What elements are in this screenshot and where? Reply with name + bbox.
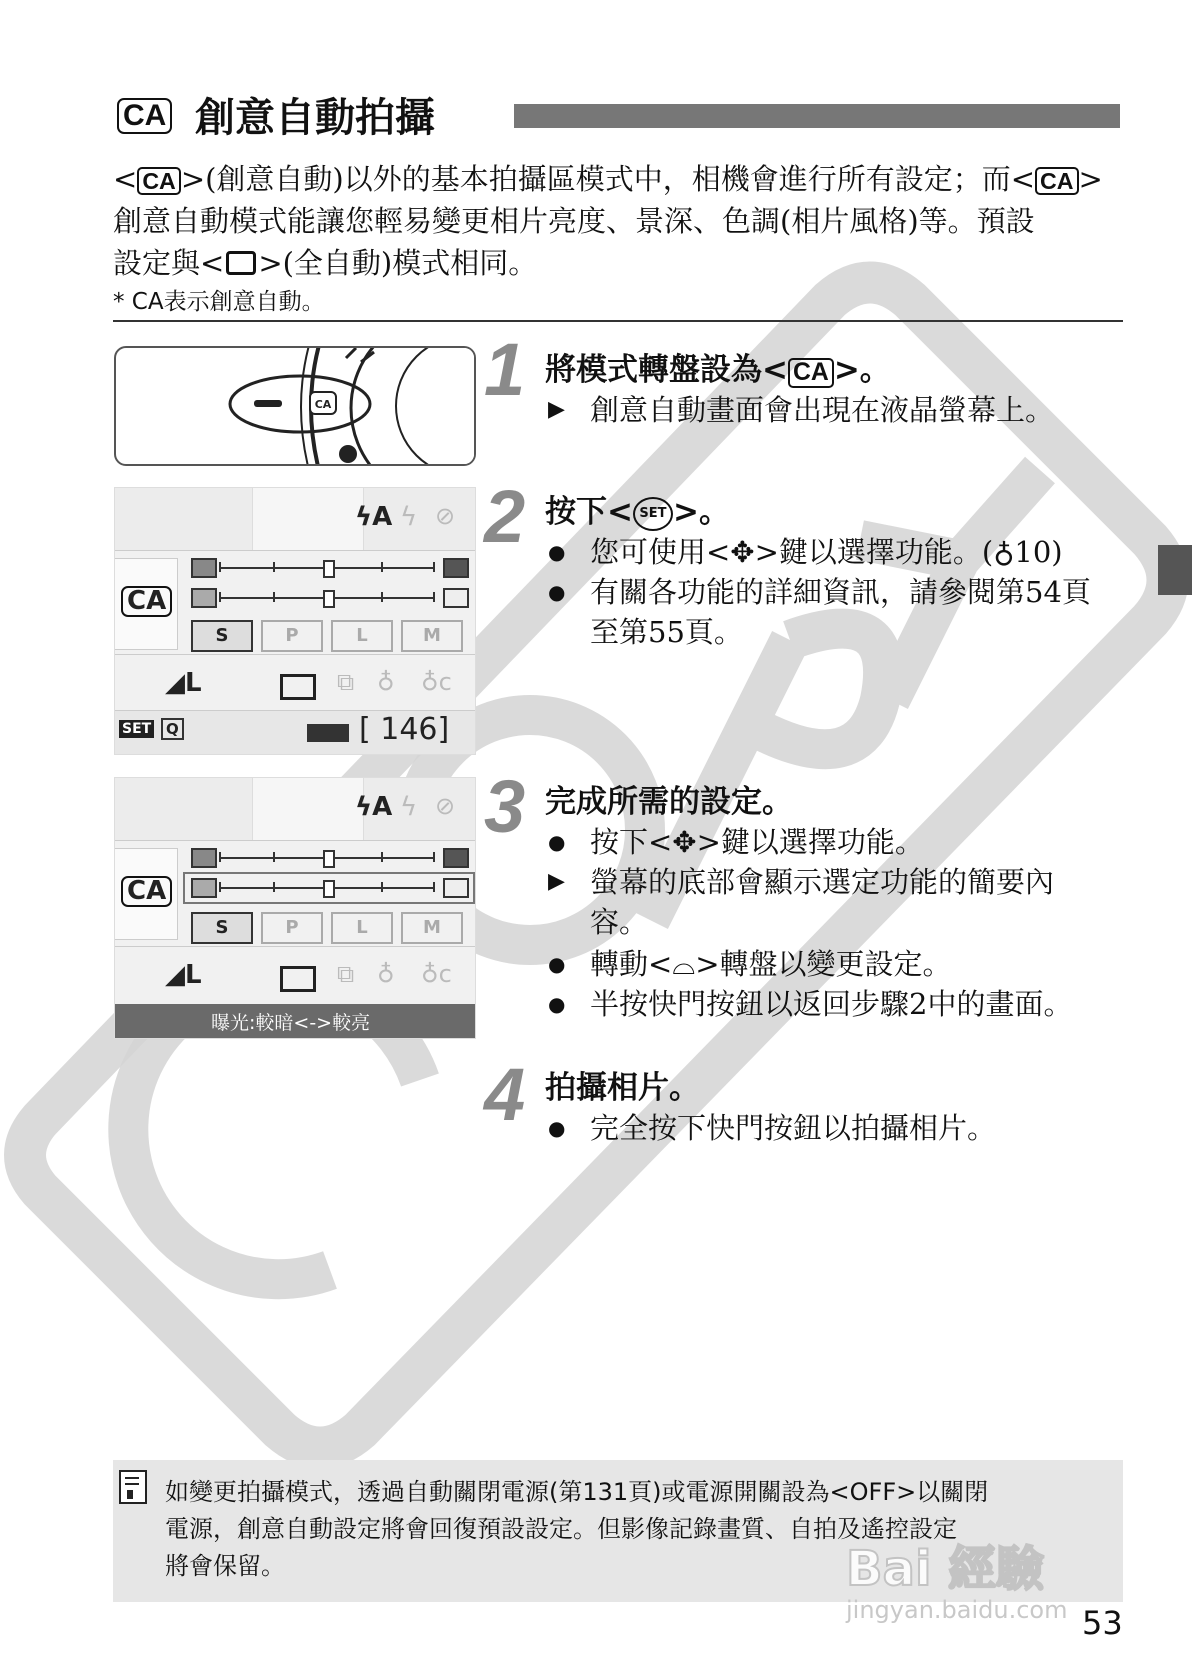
title-bar (514, 104, 1120, 128)
page-title: 創意自動拍攝 (195, 95, 435, 141)
bright-icon (443, 878, 469, 898)
sharp-icon (443, 558, 469, 578)
single-shot-icon (280, 966, 316, 992)
picture-style-portrait: P (261, 912, 323, 944)
step-3-title: 完成所需的設定。 (545, 784, 793, 820)
dark-icon (191, 588, 217, 608)
lcd-screen-step3 (114, 777, 476, 1039)
picture-style-standard: S (191, 620, 253, 652)
lcd-ca-badge: CA (121, 586, 172, 617)
chapter-tab (1158, 545, 1192, 595)
set-button-icon: SET (633, 497, 673, 531)
arrow-bullet-icon: ▶ (548, 869, 565, 894)
step-number: 1 (484, 328, 526, 411)
blur-knob (323, 850, 335, 868)
footnote: * CA表示創意自動。 (113, 289, 325, 315)
flash-off-icon: ϟ (400, 792, 418, 822)
self-timer-icon: ♁ (377, 960, 395, 988)
svg-text:CA: CA (314, 398, 332, 411)
lcd-ca-badge: CA (121, 876, 172, 907)
remote-icon: ♁c (421, 668, 452, 696)
set-label: SET (119, 720, 154, 738)
continuous-icon: ⧉ (337, 960, 355, 988)
page-number: 53 (1082, 1604, 1123, 1642)
step-number: 4 (484, 1053, 526, 1136)
shots-remaining: [ 146] (359, 712, 450, 747)
full-auto-icon (226, 251, 256, 275)
remote-icon: ♁c (421, 960, 452, 988)
baidu-watermark-logo: Bai 經驗 (846, 1541, 1045, 1597)
lcd-screen-step2 (114, 487, 476, 755)
note-line-1: 如變更拍攝模式，透過自動關閉電源(第131頁)或電源開關設為<OFF>以關閉 (165, 1478, 989, 1506)
blur-knob (323, 560, 335, 578)
ca-mode-icon: CA (117, 98, 172, 134)
sharp-icon (443, 848, 469, 868)
picture-style-portrait: P (261, 620, 323, 652)
bullet-icon: ● (548, 1116, 566, 1140)
picture-style-landscape: L (331, 620, 393, 652)
ca-icon: CA (137, 167, 181, 195)
step-number: 3 (484, 765, 526, 848)
note-line-2: 電源，創意自動設定將會回復預設設定。但影像記錄畫質、自拍及遙控設定 (165, 1515, 957, 1543)
quality-icon: ◢L (165, 960, 202, 990)
step-2-title: 按下< SET >。 (545, 494, 730, 530)
note-line-3: 將會保留。 (165, 1552, 285, 1580)
picture-style-standard: S (191, 912, 253, 944)
quality-icon: ◢L (165, 668, 202, 698)
brightness-knob (323, 880, 335, 898)
exposure-caption: 曝光:較暗<->較亮 (211, 1012, 371, 1034)
single-shot-icon (280, 674, 316, 700)
blur-icon (191, 848, 217, 868)
flash-off-icon: ϟ (400, 502, 418, 532)
title-row (117, 94, 1127, 144)
self-timer-icon: ♁ (377, 668, 395, 696)
flash-disable-icon: ⊘ (435, 792, 456, 820)
divider (113, 320, 1123, 322)
q-label: Q (161, 718, 184, 740)
step-4-title: 拍攝相片。 (545, 1070, 700, 1106)
mode-dial-drawing (116, 348, 474, 464)
picture-style-monochrome: M (401, 620, 463, 652)
blur-icon (191, 558, 217, 578)
step-number: 2 (484, 475, 526, 558)
note-icon (119, 1470, 147, 1504)
ca-icon: CA (788, 358, 834, 388)
dark-icon (191, 878, 217, 898)
intro-line-3: 設定與< >(全自動)模式相同。 (113, 246, 538, 280)
bullet-icon: ● (548, 540, 566, 564)
bullet-icon: ● (548, 992, 566, 1016)
intro-paragraph (113, 158, 1123, 320)
battery-icon (307, 724, 349, 742)
bullet-icon: ● (548, 952, 566, 976)
brightness-knob (323, 590, 335, 608)
flash-auto-icon: ϟA (355, 792, 393, 822)
intro-line-2: 創意自動模式能讓您輕易變更相片亮度、景深、色調(相片風格)等。預設 (113, 204, 1035, 238)
flash-disable-icon: ⊘ (435, 502, 456, 530)
bright-icon (443, 588, 469, 608)
mode-dial-image (114, 346, 476, 466)
ca-icon: CA (1035, 167, 1079, 195)
bullet-icon: ● (548, 830, 566, 854)
step-1-title: 將模式轉盤設為< CA >。 (545, 352, 891, 388)
flash-auto-icon: ϟA (355, 502, 393, 532)
picture-style-landscape: L (331, 912, 393, 944)
intro-line-1: < CA >(創意自動)以外的基本拍攝區模式中，相機會進行所有設定；而< CA > (113, 162, 1103, 196)
bullet-icon: ● (548, 580, 566, 604)
picture-style-monochrome: M (401, 912, 463, 944)
continuous-icon: ⧉ (337, 668, 355, 696)
arrow-bullet-icon: ▶ (548, 397, 565, 422)
baidu-watermark-url: jingyan.baidu.com (846, 1596, 1068, 1624)
